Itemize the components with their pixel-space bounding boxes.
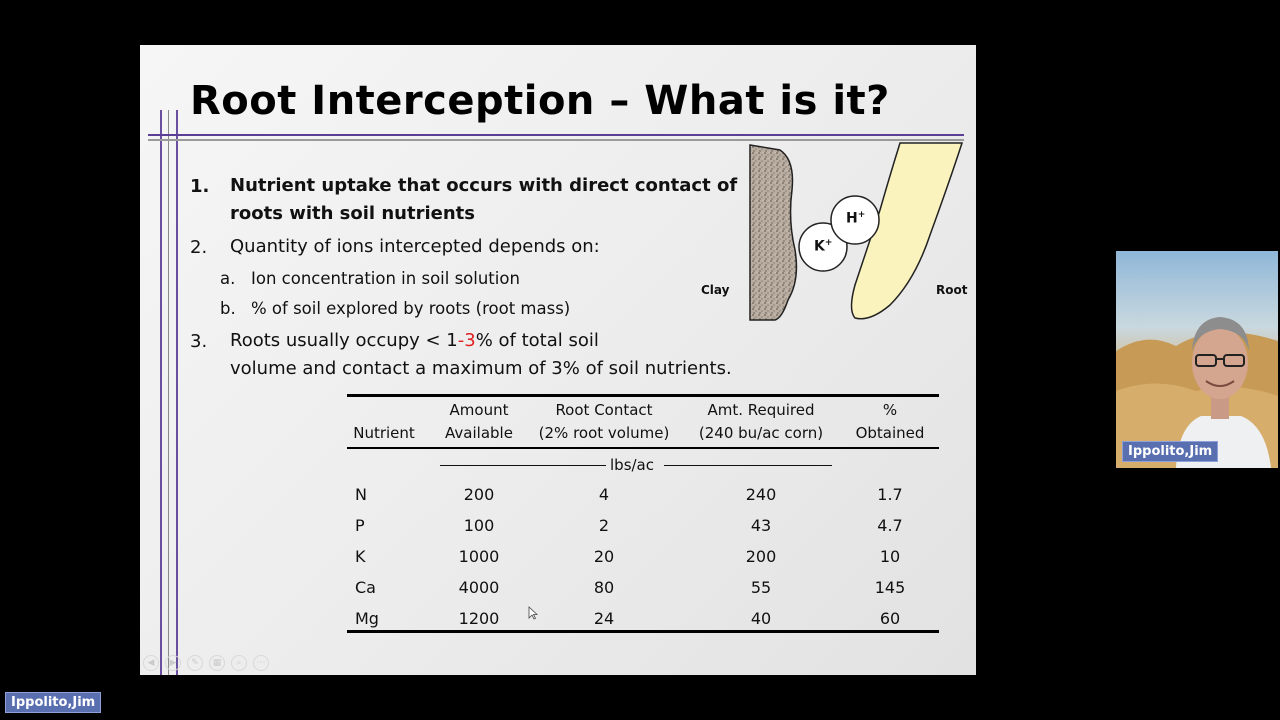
table-header-rule [347,447,939,449]
header-nutrient: Nutrient [353,424,415,442]
cell-amount-available: 200 [463,485,495,504]
cell-root-contact: 4 [598,485,610,504]
point-3-text-pre: Roots usually occupy < 1 [230,330,458,351]
zoom-icon[interactable]: ⌕ [231,655,247,671]
point-3-text-post: % of total soil [475,330,599,351]
cell-amount-available: 4000 [458,578,500,597]
table-bottom-rule [347,630,939,633]
cell-root-contact: 20 [593,547,615,566]
point-3-text-highlight: -3 [457,330,476,351]
cell-percent-obtained: 4.7 [877,516,903,535]
root-label: Root [936,283,968,297]
cell-amt-required: 240 [745,485,777,504]
cell-nutrient: K [355,547,366,566]
cell-nutrient: P [355,516,365,535]
header-amt-required: Amt. Required (240 bu/ac corn) [698,401,824,442]
clay-particle [750,145,796,320]
cell-amt-required: 40 [750,609,772,628]
cell-amount-available: 1000 [458,547,500,566]
header-root-contact: Root Contact (2% root volume) [538,401,670,442]
subpoint-a-letter: a. [220,269,236,288]
point-2-number: 2. [190,237,208,258]
header-percent-obtained: % Obtained [855,401,925,442]
h-ion-symbol: H [846,210,858,227]
k-ion-label [814,238,832,255]
slide-title: Root Interception – What is it? [190,78,890,124]
point-3-number: 3. [190,331,208,352]
cell-root-contact: 80 [593,578,615,597]
point-1-line-1: Nutrient uptake that occurs with direct contact of [230,175,738,196]
cell-amt-required: 200 [745,547,777,566]
k-ion-symbol: K [814,238,825,255]
cell-amt-required: 55 [750,578,772,597]
units-label: lbs/ac [610,456,654,474]
point-3-line-2: volume and contact a maximum of 3% of soil nutrients. [230,358,732,379]
subpoint-b-text: % of soil explored by roots (root mass) [251,299,571,318]
subpoint-b-letter: b. [220,299,236,318]
cell-nutrient: Mg [355,609,379,628]
cell-amt-required: 43 [750,516,772,535]
cell-nutrient: N [355,485,367,504]
h-ion-label [846,210,865,227]
presenter-name-tag: Ippolito,Jim [5,692,101,713]
slides-grid-icon[interactable]: ▦ [209,655,225,671]
point-3-line-1 [230,327,599,355]
more-options-icon[interactable]: ⋯ [253,655,269,671]
participant-video-image [1116,251,1278,468]
units-line-right [664,465,832,466]
mouse-cursor-icon [528,606,538,620]
cell-root-contact: 2 [598,516,610,535]
title-underline [148,134,964,136]
slide-vertical-rule-3 [176,110,178,675]
slide-controls [143,655,269,671]
root-interception-diagram [740,140,968,325]
cell-percent-obtained: 60 [879,609,901,628]
table-top-rule [347,394,939,397]
prev-slide-icon[interactable]: ◀ [143,655,159,671]
clay-label: Clay [701,283,730,297]
cell-percent-obtained: 145 [874,578,906,597]
k-ion-charge: + [824,238,833,248]
units-row [440,456,832,474]
point-1-number: 1. [190,176,210,197]
pen-icon[interactable]: ✎ [187,655,203,671]
cell-root-contact: 24 [593,609,615,628]
header-amount-available: Amount Available [445,401,513,442]
cell-percent-obtained: 10 [879,547,901,566]
units-line-left [440,465,606,466]
next-slide-icon[interactable]: ▶ [165,655,181,671]
point-2-line-1: Quantity of ions intercepted depends on: [230,236,600,257]
slide-vertical-rule-2 [168,110,169,675]
cell-amount-available: 100 [463,516,495,535]
cell-nutrient: Ca [355,578,376,597]
webcam-name-tag: Ippolito,Jim [1122,441,1218,462]
point-1-line-2: roots with soil nutrients [230,203,475,224]
subpoint-a-text: Ion concentration in soil solution [251,269,520,288]
cell-amount-available: 1200 [458,609,500,628]
participant-video-tile[interactable] [1116,251,1278,468]
slide-vertical-rule-1 [160,110,162,675]
cell-percent-obtained: 1.7 [877,485,903,504]
h-ion-charge: + [857,210,866,220]
